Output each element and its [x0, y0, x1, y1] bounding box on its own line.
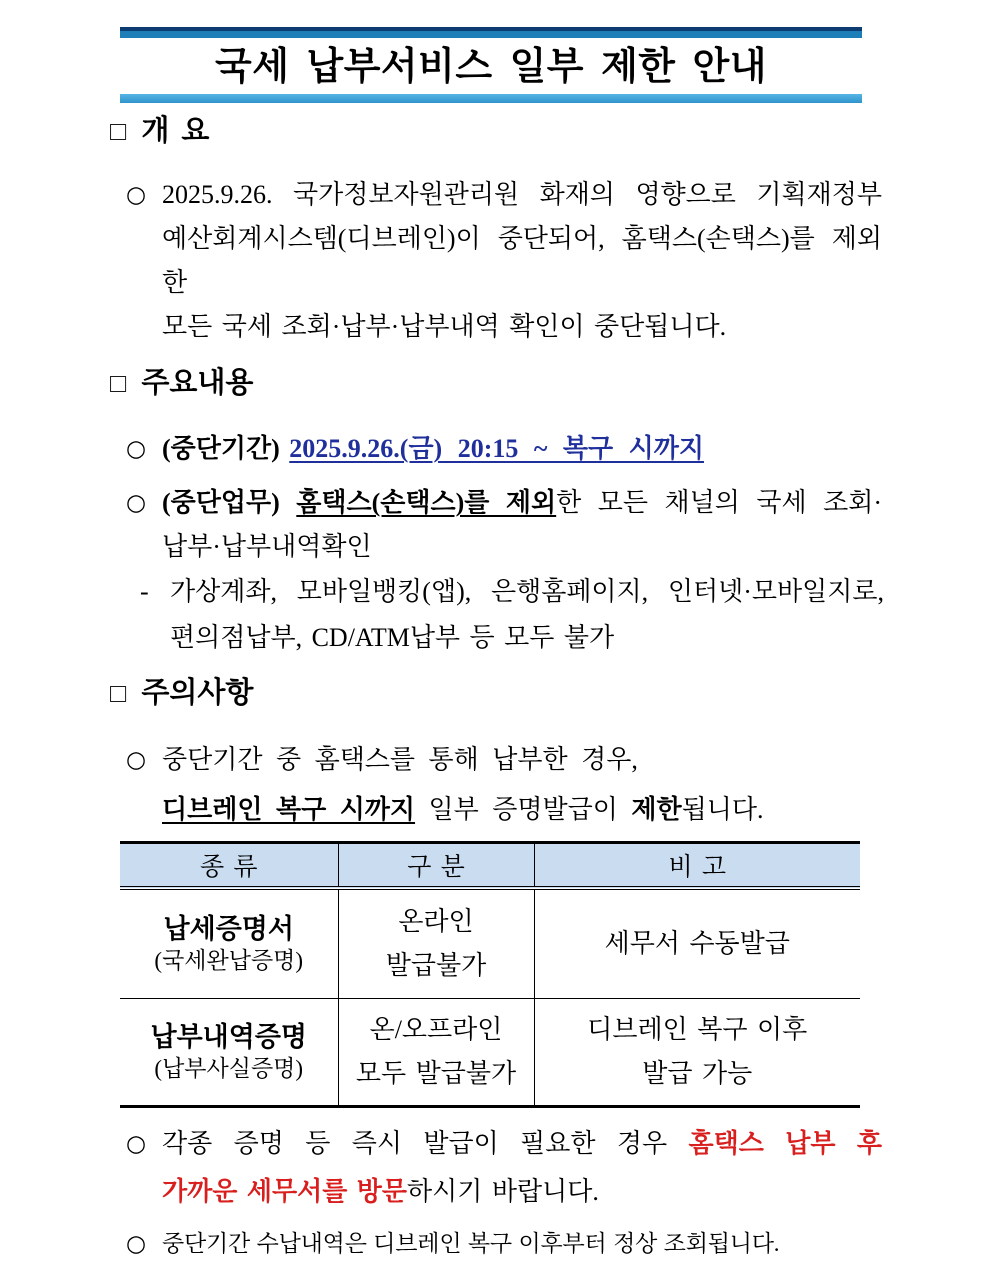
- title-banner: [120, 27, 862, 103]
- suspension-period-item: [126, 425, 882, 473]
- visit-red-1: 홈택스 납부 후: [688, 1129, 883, 1159]
- channels-line-1: 가상계좌, 모바일뱅킹(앱), 은행홈페이지, 인터넷·모바일지로,: [170, 577, 884, 607]
- suspended-tasks-item: [126, 481, 882, 569]
- cell-note: 세무서 수동발급: [534, 888, 860, 999]
- section-footer-notes: [0, 1120, 984, 1266]
- certificate-name: 납부내역증명: [150, 1022, 307, 1053]
- visit-pre: 각종 증명 등 즉시 발급이 필요한 경우: [162, 1129, 668, 1159]
- overview-line-1: 2025.9.26. 국가정보자원관리원 화재의 영향으로 기획재정부: [162, 180, 882, 210]
- overview-paragraph: [126, 173, 882, 349]
- certificate-name: 납세증명서: [163, 914, 294, 945]
- section-overview: [0, 113, 984, 349]
- page-title: 국세 납부서비스 일부 제한 안내: [215, 46, 767, 88]
- square-bullet-icon: □: [110, 116, 127, 146]
- caution-underlined: 디브레인 복구 시까지: [162, 795, 416, 825]
- header-type: 종 류: [120, 843, 338, 889]
- table-header-row: [120, 843, 860, 889]
- tasks-rest: 한 모든 채널의 국세 조회·: [556, 488, 883, 518]
- caution-mid: 일부 증명발급이: [428, 795, 618, 825]
- caution-tail: 됩니다.: [681, 795, 764, 825]
- cell-type: [120, 888, 338, 999]
- suspended-tasks-text: [162, 481, 882, 569]
- circle-bullet-icon: ○: [126, 1131, 147, 1158]
- caution-bold: 제한: [631, 795, 682, 825]
- tasks-emphasis: 홈택스(손택스)를 제외: [296, 488, 557, 518]
- section-heading-overview: [110, 113, 984, 149]
- caution-line-1: 중단기간 중 홈택스를 통해 납부한 경우,: [162, 745, 638, 775]
- bottom-rule: [120, 94, 862, 103]
- certificate-subname: (국세완납증명): [154, 948, 304, 974]
- circle-bullet-icon: ○: [126, 1231, 147, 1258]
- overview-line-2: 예산회계시스템(디브레인)이 중단되어, 홈택스(손택스)를 제외한: [162, 224, 882, 298]
- top-rule: [120, 27, 862, 38]
- tasks-line-2: 납부·납부내역확인: [162, 532, 372, 562]
- receipt-history-line: 중단기간 수납내역은 디브레인 복구 이후부터 정상 조회됩니다.: [162, 1231, 780, 1257]
- visit-red-2: 가까운 세무서를 방문: [162, 1177, 408, 1207]
- receipt-history-text: [162, 1222, 882, 1266]
- channels-line-2: 편의점납부, CD/ATM납부 등 모두 불가: [170, 623, 615, 653]
- cell-division: 온/오프라인 모두 발급불가: [338, 999, 534, 1107]
- visit-office-item: [126, 1120, 882, 1216]
- period-label: (중단기간): [162, 434, 280, 464]
- overview-line-3: 모든 국세 조회·납부·납부내역 확인이 중단됩니다.: [162, 312, 727, 342]
- section-heading-main: [110, 365, 984, 401]
- notice-document: [0, 27, 984, 1258]
- circle-bullet-icon: ○: [126, 182, 147, 209]
- receipt-history-item: [126, 1222, 882, 1266]
- header-note: 비 고: [534, 843, 860, 889]
- overview-text: [162, 173, 882, 349]
- visit-office-text: [162, 1120, 882, 1216]
- section-heading-label: 주요내용: [141, 367, 254, 400]
- visit-post: 하시기 바랍니다.: [407, 1177, 599, 1207]
- period-value: 2025.9.26.(금) 20:15 ~ 복구 시까지: [289, 434, 704, 464]
- caution-item: [126, 735, 882, 835]
- tasks-label: (중단업무): [162, 488, 280, 518]
- blocked-channels-item: [140, 569, 884, 661]
- certificate-subname: (납부사실증명): [154, 1056, 304, 1082]
- header-division: 구 분: [338, 843, 534, 889]
- section-heading-caution: [110, 675, 984, 711]
- section-caution: [0, 675, 984, 835]
- suspension-period-text: [162, 425, 882, 473]
- circle-bullet-icon: ○: [126, 747, 147, 774]
- cell-division: 온라인 발급불가: [338, 888, 534, 999]
- table-row: [120, 888, 860, 999]
- circle-bullet-icon: ○: [126, 490, 147, 517]
- section-main: [0, 365, 984, 661]
- table-row: [120, 999, 860, 1107]
- cell-type: [120, 999, 338, 1107]
- section-heading-label: 주의사항: [141, 677, 254, 710]
- section-heading-label: 개 요: [141, 115, 210, 147]
- square-bullet-icon: □: [110, 368, 127, 399]
- certificate-table: [120, 841, 860, 1108]
- cell-note: 디브레인 복구 이후 발급 가능: [534, 999, 860, 1107]
- dash-bullet-icon: -: [140, 577, 149, 607]
- square-bullet-icon: □: [110, 678, 127, 709]
- caution-text: [162, 735, 882, 835]
- blocked-channels-text: [170, 569, 884, 661]
- circle-bullet-icon: ○: [126, 436, 147, 463]
